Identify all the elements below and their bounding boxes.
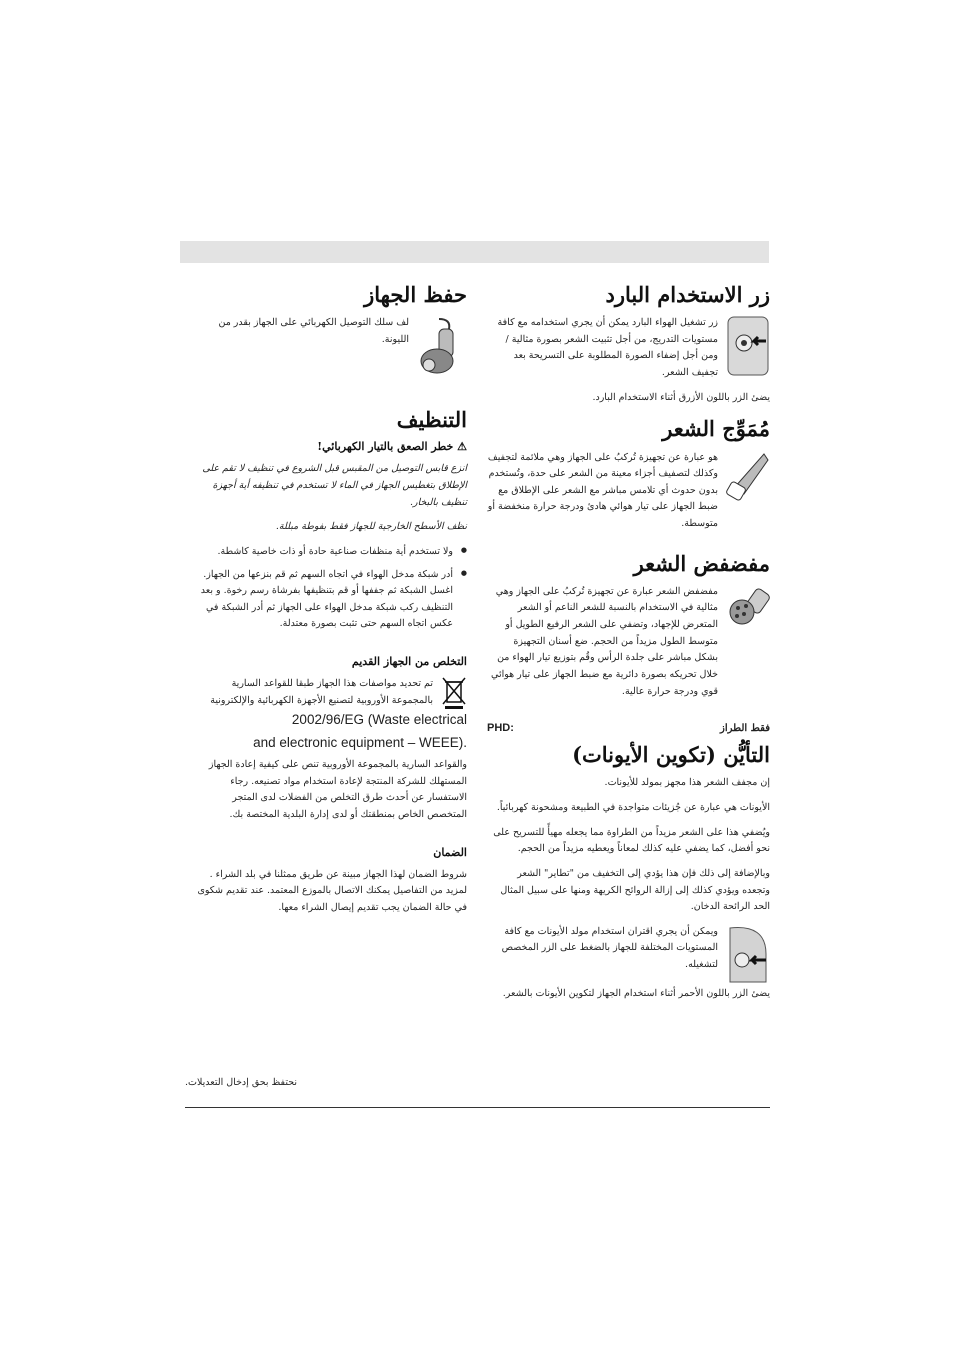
disposal-p1: تم تحديد مواصفات هذا الجهاز طبقا للقواعد السارية بالمجموعة الأوروبية لتصنيع الأجهزة الكهربائية والإلكترونية (210, 678, 433, 706)
footer-note: نحتفظ بحق إدخال التعديلات. (185, 1077, 298, 1088)
cleaning-list (190, 544, 467, 633)
model-note-label: فقط الطراز (720, 722, 770, 734)
ionizer-title: التأيُّن (تكوين الأيونات) (572, 742, 770, 768)
weee-directive-line-2: and electronic equipment – WEEE). (253, 735, 467, 751)
hair-dryer-hanging-icon (417, 315, 467, 377)
ionizer-p5: ويمكن أن يجري اقتران استخدام مولد الأيونات مع كافة المستويات المختلفة للجهاز بالضغط على الزر المخصص لتشغيله. (501, 925, 718, 970)
left-column (190, 282, 467, 924)
ionizer-note: يضئ الزر باللون الأحمر أثناء استخدام الجهاز لتكوين الأيونات بالشعر. (502, 987, 770, 999)
diffuser-attachment-icon (726, 584, 770, 636)
storage-block (190, 315, 467, 377)
weee-crossed-bin-icon (441, 676, 467, 710)
cool-shot-title: زر الاستخدام البارد (605, 282, 770, 307)
ionizer-p3: ويُضفي هذا على الشعر مزيداً من الطراوة مما يجعله مهيأً للتسريح على نحو أفضل، كما يضفي عليه كذلك لمعاناً ويعطيه مزيداً من الحجم. (493, 826, 770, 855)
model-note (487, 722, 770, 734)
cool-shot-button-icon (726, 315, 770, 377)
cool-shot-note: يضئ الزر باللون الأزرق أثناء الاستخدام البارد. (592, 391, 770, 403)
ionizer-p2: الأيونات هي عبارة عن جُزيئات متواجدة في الطبيعة ومشحونة كهربائياً. (496, 802, 770, 813)
warning-triangle-icon: ⚠ (457, 440, 467, 454)
cool-shot-text: زر تشغيل الهواء البارد يمكن أن يجري استخدامه مع كافة مستويات التدريج، من أجل تثبيت الشعر بصورة مثالية / ومن أجل إضفاء الصورة المطلوبة على التسريحة بعد تجفيف الشعر. (497, 317, 718, 379)
weee-directive-line-1: 2002/96/EG (Waste electrical (291, 712, 467, 728)
storage-text: لف سلك التوصيل الكهربائي على الجهاز بقدر من الليونة. (218, 317, 409, 345)
storage-title: حفظ الجهاز (364, 282, 467, 307)
cleaning-title: التنظيف (396, 407, 467, 433)
concentrator-block (487, 450, 770, 541)
right-column (487, 282, 770, 1010)
cleaning-bullet-2: ● أدر شبكة مدخل الهواء في اتجاه السهم ثم قم بنزعها من الجهاز. اغسل الشبكة ثم جففها أو قم بتنظيفها بفرشاة رسم رخوة. و بعد التنظيف ركب شبكة مدخل الهواء على الجهاز ثم أدر الشبكة في عكس اتجاه السهم حتى تثبت بصورة معتدلة. (190, 567, 467, 634)
ionizer-p4: وبالإضافة إلى ذلك فإن هذا يؤدي إلى التخفيف من "تطاير" الشعر وتجعده ويؤدي كذلك إلى إزالة الروائح الكريهة ومنها على سبيل المثال الحد الرائحة الدخان. (500, 867, 770, 913)
diffuser-title: مفضفض الشعر (633, 550, 770, 576)
disposal-block (190, 676, 467, 711)
concentrator-title: مُمَوِّج الشعر (662, 416, 770, 442)
cleaning-bullet-1: ● ولا تستخدم أية منظفات صناعية حادة أو ذات خاصية كاشطة. (190, 544, 467, 561)
model-name: PHD: (487, 722, 514, 735)
disposal-title: التخلص من الجهاز القديم (351, 655, 467, 668)
cool-shot-block (487, 315, 770, 390)
ionizer-button-icon (726, 924, 770, 986)
warranty-title: الضمان (433, 845, 467, 859)
diffuser-block (487, 584, 770, 708)
cleaning-p2: نظف الأسطح الخارجية للجهاز فقط بفوطة مبللة. (275, 521, 467, 533)
ionizer-p1: إن مجفف الشعر هذا مجهز بمولد للأيونات. (604, 777, 770, 789)
cleaning-warning-text: خطر الصعق بالتيار الكهربائي! (317, 440, 454, 454)
cleaning-warning (190, 440, 467, 453)
footer-rule (185, 1107, 770, 1108)
disposal-p2: والقواعد السارية بالمجموعة الأوروبية تنص على كيفية إعادة الجهاز المستهلك للشركة المنتجة لإعادة استخدام مواد تصنيعه. رجاء الاستفسار عن أحدث طرق التخلص من الفضلات لدى المتجر المتخصص الخاص بمنطقتك أو لدى إدارة البلدية المختصة بك. (208, 759, 467, 820)
warranty-text: شروط الضمان لهذا الجهاز مبينة عن طريق ممثلنا في بلد الشراء . لمزيد من التفاصيل يمكنك الاتصال بالموزع المعتمد. عند تقديم شكوى في حالة الضمان يجب تقديم إيصال الشراء معها. (197, 868, 467, 913)
cleaning-p1: انزع قابس التوصيل من المقبس قبل الشروع في تنظيف لا تقم على الإطلاق بتغطيس الجهاز في الماء لا تستخدم في تنظيفه أية أجهزة تنظيف بالبخار. (202, 463, 467, 508)
diffuser-text: مفضفض الشعر عبارة عن تجهيزة تُركبُ على الجهاز وهي مثالية في الاستخدام بالنسبة للشعر الناعم أو الشعر المتعرض للإجهاد، وتضفي على الشعر الرفيع الطويل أو متوسط الطول مزيداً من الحجم. ضع أسنان التجهيزة بشكل مباشر على جلدة الرأس وقُم بتوزيع تيار الهواء من خلال تحريكه بصورة دائرية مع ضبط الجهاز على تيار هوائي قوي ودرجة حرارة عالية. (491, 585, 718, 697)
concentrator-nozzle-icon (726, 450, 770, 502)
ionizer-block (487, 924, 770, 986)
header-bar (180, 241, 769, 263)
concentrator-text: هو عبارة عن تجهيزة تُركبُ على الجهاز وهي ملائمة لتجفيف وكذلك لتصفيف أجزاء معينة من الشعر على حدة، وتُستخدم بدون حدوث أي تلامس مباشر مع الشعر على الإطلاق مع ضبط الجهاز على تيار هوائي هادئ ودرجة حرارة منخفضة أو متوسطة. (487, 451, 718, 529)
